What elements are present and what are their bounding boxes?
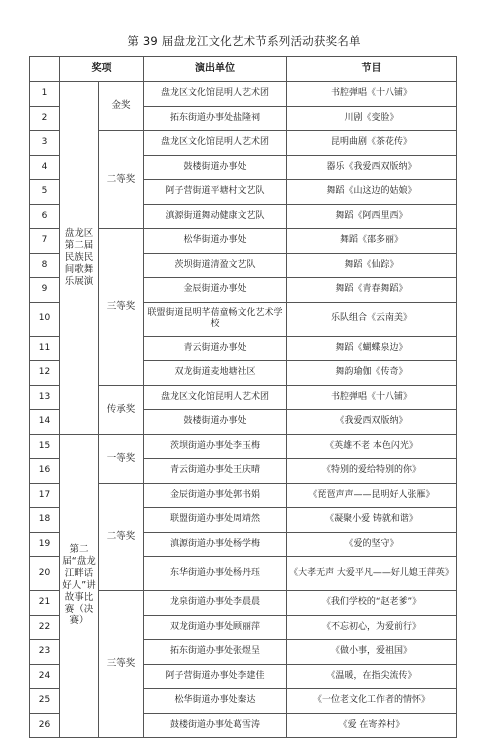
performer-unit-cell: 盘龙区文化馆昆明人艺术团 [144, 131, 287, 156]
award-grade-cell: 一等奖 [99, 434, 144, 483]
award-table-body [30, 82, 457, 738]
header-unit: 演出单位 [144, 57, 287, 82]
row-number: 25 [30, 689, 60, 714]
performer-unit-cell: 联盟街道昆明芊蓓童畅文化艺术学校 [144, 302, 287, 336]
row-number: 23 [30, 640, 60, 665]
row-number: 11 [30, 336, 60, 361]
row-number: 15 [30, 434, 60, 459]
award-grade-cell: 二等奖 [99, 131, 144, 229]
program-cell: 《凝聚小爱 铸就和谐》 [287, 508, 457, 533]
program-cell: 器乐《我爱西双版纳》 [287, 155, 457, 180]
program-cell: 舞蹈《邵多丽》 [287, 229, 457, 254]
performer-unit-cell: 茨坝街道清盈文艺队 [144, 253, 287, 278]
program-cell: 舞蹈《仙踪》 [287, 253, 457, 278]
program-cell: 乐队组合《云南美》 [287, 302, 457, 336]
performer-unit-cell: 双龙街道办事处顾丽萍 [144, 615, 287, 640]
row-number: 16 [30, 459, 60, 484]
program-cell: 《做小事，爱祖国》 [287, 640, 457, 665]
program-cell: 《我爱西双版纳》 [287, 410, 457, 435]
performer-unit-cell: 滇源街道办事处杨学梅 [144, 532, 287, 557]
row-number: 12 [30, 361, 60, 386]
program-cell: 《一位老文化工作者的情怀》 [287, 689, 457, 714]
row-number: 3 [30, 131, 60, 156]
performer-unit-cell: 阿子营街道办事处李建佳 [144, 664, 287, 689]
performer-unit-cell: 茨坝街道办事处李玉梅 [144, 434, 287, 459]
program-cell: 《特别的爱给特别的你》 [287, 459, 457, 484]
award-grade-cell: 三等奖 [99, 591, 144, 738]
program-cell: 舞蹈《阿西里西》 [287, 204, 457, 229]
performer-unit-cell: 东华街道办事处杨丹珏 [144, 557, 287, 591]
performer-unit-cell: 鼓楼街道办事处葛雪涛 [144, 713, 287, 738]
performer-unit-cell: 联盟街道办事处周靖然 [144, 508, 287, 533]
row-number: 20 [30, 557, 60, 591]
performer-unit-cell: 双龙街道麦地塘社区 [144, 361, 287, 386]
performer-unit-cell: 盘龙区文化馆昆明人艺术团 [144, 82, 287, 107]
row-number: 18 [30, 508, 60, 533]
header-row [30, 57, 457, 82]
program-cell: 《我们学校的“赵老爹”》 [287, 591, 457, 616]
performer-unit-cell: 鼓楼街道办事处 [144, 155, 287, 180]
row-number: 5 [30, 180, 60, 205]
program-cell: 《不忘初心，为爱前行》 [287, 615, 457, 640]
table-row [30, 82, 457, 107]
award-grade-cell: 三等奖 [99, 229, 144, 386]
header-blank [30, 57, 60, 82]
row-number: 22 [30, 615, 60, 640]
performer-unit-cell: 拓东街道办事处张煜呈 [144, 640, 287, 665]
document-title: 第 39 届盘龙江文化艺术节系列活动获奖名单 [127, 34, 361, 48]
performer-unit-cell: 松华街道办事处 [144, 229, 287, 254]
category-cell: 盘龙区第二届民族民间歌舞乐展演 [60, 82, 99, 435]
program-cell: 川剧《变脸》 [287, 106, 457, 131]
program-cell: 《爱 在寄养村》 [287, 713, 457, 738]
program-cell: 《琵琶声声——昆明好人张雁》 [287, 483, 457, 508]
table-row [30, 434, 457, 459]
row-number: 4 [30, 155, 60, 180]
row-number: 10 [30, 302, 60, 336]
program-cell: 舞蹈《蝴蝶泉边》 [287, 336, 457, 361]
program-cell: 昆明曲剧《茶花传》 [287, 131, 457, 156]
performer-unit-cell: 龙泉街道办事处李晨晨 [144, 591, 287, 616]
row-number: 26 [30, 713, 60, 738]
row-number: 8 [30, 253, 60, 278]
row-number: 14 [30, 410, 60, 435]
program-cell: 舞韵瑜伽《传奇》 [287, 361, 457, 386]
performer-unit-cell: 滇源街道舞动健康文艺队 [144, 204, 287, 229]
header-award: 奖项 [60, 57, 144, 82]
row-number: 13 [30, 385, 60, 410]
category-cell: 第二届“盘龙江畔话好人”讲故事比赛（决赛） [60, 434, 99, 738]
performer-unit-cell: 鼓楼街道办事处 [144, 410, 287, 435]
row-number: 2 [30, 106, 60, 131]
row-number: 19 [30, 532, 60, 557]
award-grade-cell: 传承奖 [99, 385, 144, 434]
program-cell: 《大孝无声 大爱平凡——好儿媳王萍英》 [287, 557, 457, 591]
performer-unit-cell: 金辰街道办事处郭书娟 [144, 483, 287, 508]
performer-unit-cell: 阿子营街道平塘村文艺队 [144, 180, 287, 205]
row-number: 9 [30, 278, 60, 303]
award-grade-cell: 二等奖 [99, 483, 144, 591]
row-number: 1 [30, 82, 60, 107]
row-number: 6 [30, 204, 60, 229]
performer-unit-cell: 金辰街道办事处 [144, 278, 287, 303]
program-cell: 舞蹈《青春舞蹈》 [287, 278, 457, 303]
program-cell: 《温暖，在指尖流传》 [287, 664, 457, 689]
row-number: 7 [30, 229, 60, 254]
program-cell: 书腔弹唱《十八铺》 [287, 82, 457, 107]
award-grade-cell: 金奖 [99, 82, 144, 131]
row-number: 24 [30, 664, 60, 689]
award-table [29, 56, 457, 738]
program-cell: 舞蹈《山这边的姑娘》 [287, 180, 457, 205]
row-number: 17 [30, 483, 60, 508]
header-program: 节目 [287, 57, 457, 82]
program-cell: 《爱的坚守》 [287, 532, 457, 557]
performer-unit-cell: 盘龙区文化馆昆明人艺术团 [144, 385, 287, 410]
row-number: 21 [30, 591, 60, 616]
performer-unit-cell: 青云街道办事处 [144, 336, 287, 361]
performer-unit-cell: 青云街道办事处王庆晴 [144, 459, 287, 484]
program-cell: 《英雄不老 本色闪光》 [287, 434, 457, 459]
performer-unit-cell: 拓东街道办事处盐隆祠 [144, 106, 287, 131]
program-cell: 书腔弹唱《十八铺》 [287, 385, 457, 410]
performer-unit-cell: 松华街道办事处秦达 [144, 689, 287, 714]
